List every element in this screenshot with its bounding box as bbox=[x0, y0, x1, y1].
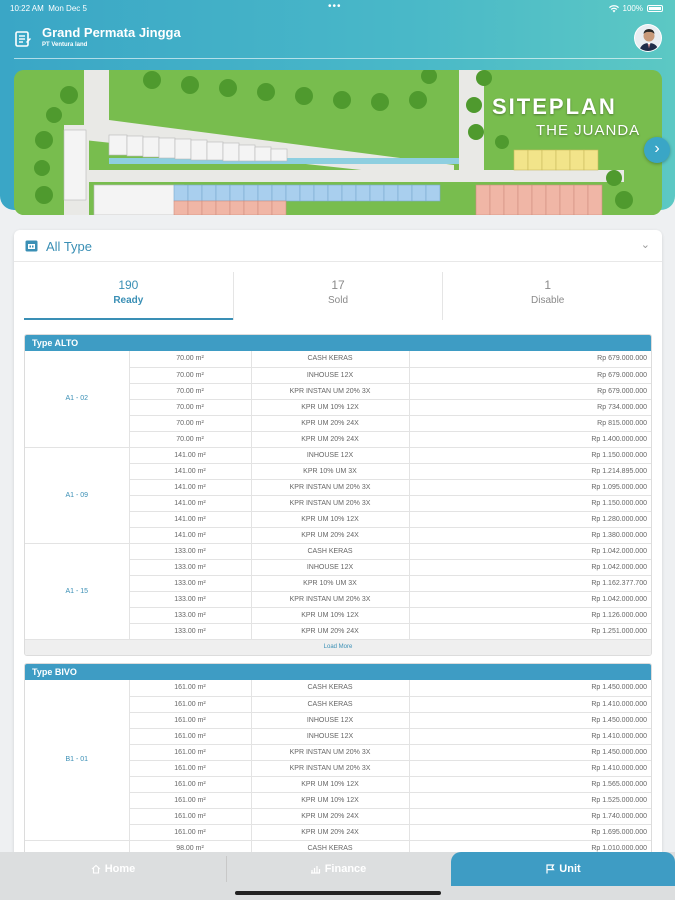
app-title: Grand Permata Jingga bbox=[42, 25, 181, 40]
payment-scheme: KPR 10% UM 3X bbox=[251, 463, 409, 479]
payment-scheme: CASH KERAS bbox=[251, 351, 409, 367]
payment-scheme: INHOUSE 12X bbox=[251, 559, 409, 575]
unit-area: 133.00 m² bbox=[129, 543, 251, 559]
unit-price: Rp 1.450.000.000 bbox=[409, 744, 652, 760]
payment-scheme: KPR UM 20% 24X bbox=[251, 623, 409, 639]
header-divider bbox=[14, 58, 662, 59]
unit-area: 70.00 m² bbox=[129, 367, 251, 383]
status-bar bbox=[0, 0, 675, 16]
unit-price: Rp 1.410.000.000 bbox=[409, 696, 652, 712]
payment-scheme: KPR INSTAN UM 20% 3X bbox=[251, 591, 409, 607]
load-more-button[interactable]: Load More bbox=[25, 640, 651, 655]
unit-code[interactable]: A1 - 02 bbox=[25, 351, 129, 447]
group-title: Type ALTO bbox=[25, 335, 651, 351]
chevron-down-icon: ⌄ bbox=[640, 239, 650, 251]
table-row[interactable] bbox=[25, 680, 652, 696]
unit-area: 70.00 m² bbox=[129, 351, 251, 367]
next-button[interactable] bbox=[644, 137, 670, 163]
unit-area: 161.00 m² bbox=[129, 712, 251, 728]
unit-type-group bbox=[24, 663, 652, 858]
unit-area: 141.00 m² bbox=[129, 463, 251, 479]
unit-price: Rp 1.251.000.000 bbox=[409, 623, 652, 639]
tab-count: 1 bbox=[544, 278, 552, 292]
unit-area: 141.00 m² bbox=[129, 511, 251, 527]
unit-price: Rp 1.450.000.000 bbox=[409, 680, 652, 696]
table-row[interactable] bbox=[25, 447, 652, 463]
payment-scheme: INHOUSE 12X bbox=[251, 728, 409, 744]
status-right bbox=[609, 4, 663, 13]
payment-scheme: CASH KERAS bbox=[251, 680, 409, 696]
table-row[interactable] bbox=[25, 351, 652, 367]
unit-area: 161.00 m² bbox=[129, 792, 251, 808]
app-subtitle: PT Ventura land bbox=[42, 42, 88, 48]
unit-price-table bbox=[25, 351, 652, 640]
unit-price: Rp 815.000.000 bbox=[409, 415, 652, 431]
nav-unit-label: Unit bbox=[559, 863, 581, 875]
user-avatar-icon bbox=[635, 25, 662, 52]
unit-area: 161.00 m² bbox=[129, 728, 251, 744]
unit-price: Rp 1.695.000.000 bbox=[409, 824, 652, 840]
unit-price: Rp 1.565.000.000 bbox=[409, 776, 652, 792]
unit-price: Rp 1.525.000.000 bbox=[409, 792, 652, 808]
unit-price: Rp 679.000.000 bbox=[409, 351, 652, 367]
table-row[interactable] bbox=[25, 543, 652, 559]
payment-scheme: KPR UM 10% 12X bbox=[251, 792, 409, 808]
payment-scheme: KPR INSTAN UM 20% 3X bbox=[251, 744, 409, 760]
payment-scheme: KPR UM 20% 24X bbox=[251, 824, 409, 840]
unit-code[interactable]: B1 - 01 bbox=[25, 680, 129, 840]
unit-area: 70.00 m² bbox=[129, 383, 251, 399]
unit-price: Rp 734.000.000 bbox=[409, 399, 652, 415]
building-icon bbox=[25, 239, 38, 252]
chevron-right-icon: › bbox=[654, 140, 660, 157]
unit-area: 70.00 m² bbox=[129, 399, 251, 415]
unit-area: 161.00 m² bbox=[129, 744, 251, 760]
tab-ready[interactable] bbox=[24, 272, 234, 320]
unit-area: 70.00 m² bbox=[129, 431, 251, 447]
nav-unit[interactable] bbox=[451, 852, 675, 886]
unit-area: 141.00 m² bbox=[129, 479, 251, 495]
payment-scheme: INHOUSE 12X bbox=[251, 367, 409, 383]
nav-home[interactable] bbox=[0, 852, 226, 886]
unit-area: 161.00 m² bbox=[129, 680, 251, 696]
unit-price: Rp 679.000.000 bbox=[409, 383, 652, 399]
unit-area: 141.00 m² bbox=[129, 495, 251, 511]
payment-scheme: INHOUSE 12X bbox=[251, 712, 409, 728]
unit-area: 161.00 m² bbox=[129, 824, 251, 840]
unit-price: Rp 1.410.000.000 bbox=[409, 728, 652, 744]
unit-area: 133.00 m² bbox=[129, 559, 251, 575]
unit-price: Rp 1.126.000.000 bbox=[409, 607, 652, 623]
unit-area: 141.00 m² bbox=[129, 527, 251, 543]
payment-scheme: KPR INSTAN UM 20% 3X bbox=[251, 383, 409, 399]
unit-price: Rp 1.400.000.000 bbox=[409, 431, 652, 447]
document-icon[interactable] bbox=[14, 30, 32, 48]
unit-area: 133.00 m² bbox=[129, 575, 251, 591]
siteplan-map bbox=[14, 70, 662, 215]
unit-price: Rp 1.042.000.000 bbox=[409, 559, 652, 575]
multitask-dots[interactable]: ••• bbox=[328, 1, 342, 12]
payment-scheme: KPR INSTAN UM 20% 3X bbox=[251, 495, 409, 511]
unit-list-card bbox=[14, 230, 662, 870]
unit-area: 133.00 m² bbox=[129, 623, 251, 639]
unit-price: Rp 1.042.000.000 bbox=[409, 591, 652, 607]
unit-area: 161.00 m² bbox=[129, 776, 251, 792]
group-title: Type BIVO bbox=[25, 664, 651, 680]
unit-area: 161.00 m² bbox=[129, 760, 251, 776]
unit-code[interactable]: A1 - 15 bbox=[25, 543, 129, 639]
home-indicator[interactable] bbox=[235, 891, 441, 895]
unit-area: 141.00 m² bbox=[129, 447, 251, 463]
unit-price: Rp 1.450.000.000 bbox=[409, 712, 652, 728]
unit-type-group bbox=[24, 334, 652, 656]
payment-scheme: CASH KERAS bbox=[251, 543, 409, 559]
tab-disable[interactable] bbox=[443, 272, 652, 320]
wifi-icon bbox=[609, 5, 619, 13]
unit-price: Rp 1.740.000.000 bbox=[409, 808, 652, 824]
nav-finance-label: Finance bbox=[324, 863, 367, 875]
type-filter-label: All Type bbox=[46, 239, 93, 254]
payment-scheme: KPR 10% UM 3X bbox=[251, 575, 409, 591]
payment-scheme: KPR UM 20% 24X bbox=[251, 808, 409, 824]
unit-price: Rp 1.410.000.000 bbox=[409, 760, 652, 776]
tab-label: Disable bbox=[531, 295, 565, 306]
unit-price: Rp 1.280.000.000 bbox=[409, 511, 652, 527]
tab-count: 17 bbox=[331, 278, 345, 292]
siteplan-title: SITEPLAN bbox=[492, 94, 617, 119]
battery-percent: 100% bbox=[622, 4, 643, 13]
tab-label: Ready bbox=[113, 295, 144, 306]
tab-count: 190 bbox=[118, 278, 139, 292]
unit-area: 133.00 m² bbox=[129, 591, 251, 607]
payment-scheme: KPR UM 20% 24X bbox=[251, 431, 409, 447]
finance-icon bbox=[310, 864, 321, 874]
unit-price: Rp 1.042.000.000 bbox=[409, 543, 652, 559]
status-time: 10:22 AM Mon Dec 5 bbox=[10, 4, 87, 13]
home-icon bbox=[91, 864, 101, 874]
payment-scheme: KPR UM 10% 12X bbox=[251, 607, 409, 623]
status-tabs bbox=[24, 272, 652, 320]
tab-sold[interactable] bbox=[234, 272, 444, 320]
unit-price: Rp 1.150.000.000 bbox=[409, 447, 652, 463]
unit-price: Rp 1.095.000.000 bbox=[409, 479, 652, 495]
siteplan-subtitle: THE JUANDA bbox=[536, 122, 641, 139]
payment-scheme: KPR UM 20% 24X bbox=[251, 415, 409, 431]
avatar[interactable] bbox=[634, 24, 662, 52]
payment-scheme: KPR UM 10% 12X bbox=[251, 511, 409, 527]
unit-price: Rp 679.000.000 bbox=[409, 367, 652, 383]
unit-area: 133.00 m² bbox=[129, 607, 251, 623]
payment-scheme: CASH KERAS bbox=[251, 696, 409, 712]
unit-price-table bbox=[25, 680, 652, 857]
unit-price: Rp 1.150.000.000 bbox=[409, 495, 652, 511]
tab-label: Sold bbox=[328, 295, 349, 306]
unit-code[interactable]: A1 - 09 bbox=[25, 447, 129, 543]
unit-price: Rp 1.010.000.000 bbox=[409, 840, 652, 856]
unit-price: Rp 1.380.000.000 bbox=[409, 527, 652, 543]
siteplan-banner[interactable] bbox=[14, 70, 662, 215]
unit-area: 70.00 m² bbox=[129, 415, 251, 431]
payment-scheme: KPR INSTAN UM 20% 3X bbox=[251, 760, 409, 776]
unit-price: Rp 1.214.895.000 bbox=[409, 463, 652, 479]
flag-icon bbox=[545, 864, 555, 874]
payment-scheme: INHOUSE 12X bbox=[251, 447, 409, 463]
payment-scheme: KPR UM 20% 24X bbox=[251, 527, 409, 543]
battery-icon bbox=[647, 5, 663, 12]
nav-home-label: Home bbox=[104, 863, 136, 875]
payment-scheme: CASH KERAS bbox=[251, 840, 409, 856]
payment-scheme: KPR INSTAN UM 20% 3X bbox=[251, 479, 409, 495]
type-filter[interactable] bbox=[14, 230, 662, 262]
payment-scheme: KPR UM 10% 12X bbox=[251, 776, 409, 792]
payment-scheme: KPR UM 10% 12X bbox=[251, 399, 409, 415]
unit-area: 98.00 m² bbox=[129, 840, 251, 856]
nav-finance[interactable] bbox=[226, 852, 450, 886]
unit-area: 161.00 m² bbox=[129, 808, 251, 824]
unit-price: Rp 1.162.377.700 bbox=[409, 575, 652, 591]
unit-area: 161.00 m² bbox=[129, 696, 251, 712]
